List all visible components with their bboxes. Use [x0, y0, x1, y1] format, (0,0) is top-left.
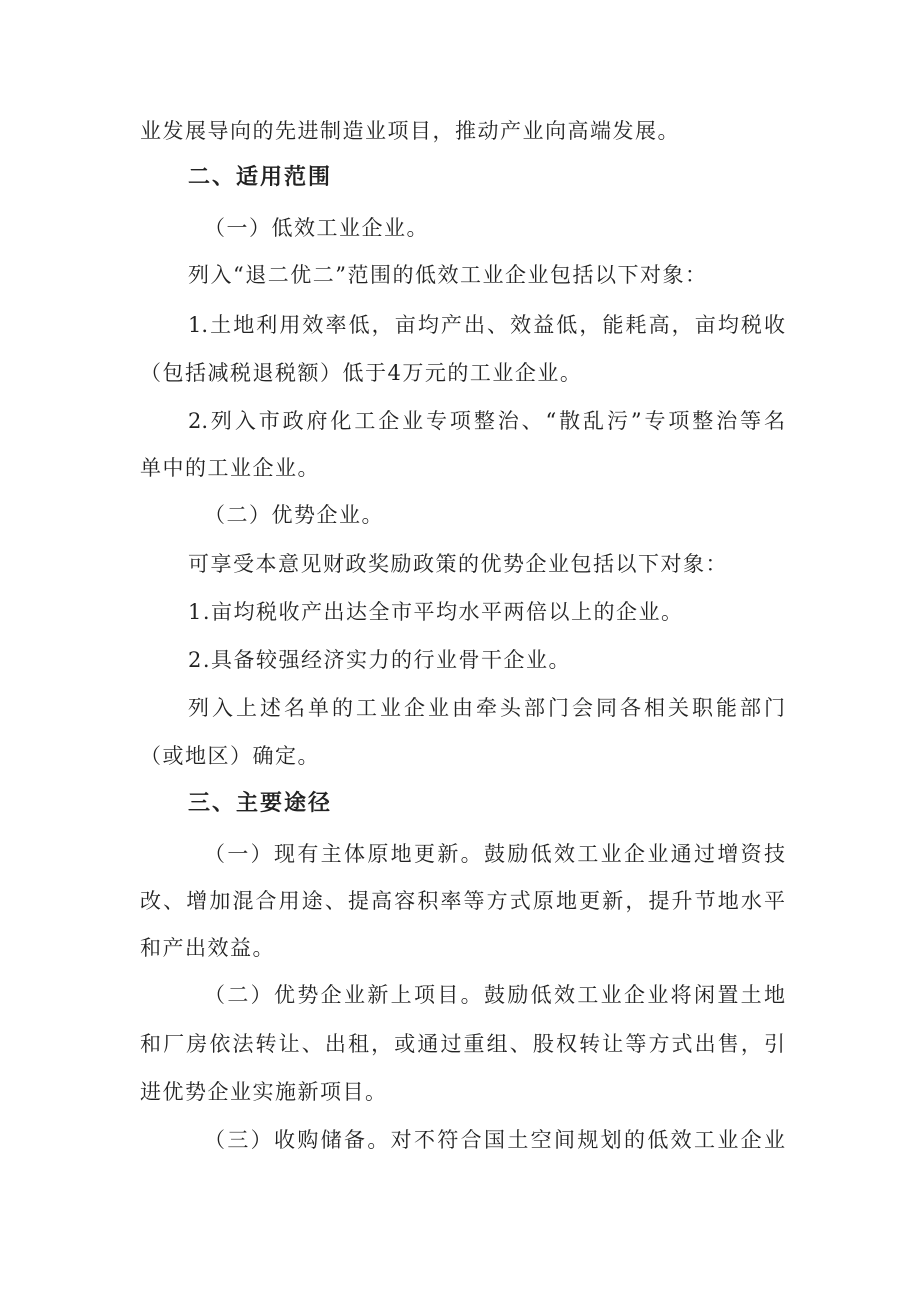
paragraph-line: 列入“退二优二”范围的低效工业企业包括以下对象： [188, 263, 708, 287]
paragraph-line: 列入上述名单的工业企业由牵头部门会同各相关职能部门 [188, 696, 785, 720]
section-heading: 三、主要途径 [188, 791, 333, 816]
paragraph-line: （三）收购储备。对不符合国土空间规划的低效工业企业 [204, 1128, 785, 1152]
paragraph-line: 业发展导向的先进制造业项目，推动产业向高端发展。 [140, 119, 680, 143]
paragraph-line: （或地区）确定。 [140, 744, 320, 768]
paragraph-line: （二）优势企业新上项目。鼓励低效工业企业将闲置土地 [204, 983, 785, 1007]
subsection-heading: （二）优势企业。 [204, 503, 384, 527]
paragraph-line: 改、增加混合用途、提高容积率等方式原地更新，提升节地水平 [140, 889, 785, 913]
paragraph-line: 和厂房依法转让、出租，或通过重组、股权转让等方式出售，引 [140, 1032, 785, 1056]
paragraph-line: 单中的工业企业。 [140, 456, 320, 480]
list-item: 2.具备较强经济实力的行业骨干企业。 [188, 648, 572, 672]
section-heading: 二、适用范围 [188, 165, 333, 190]
paragraph-line: 1.土地利用效率低，亩均产出、效益低，能耗高，亩均税收 [188, 313, 785, 337]
paragraph-line: 和产出效益。 [140, 936, 275, 960]
paragraph-line: （包括减税退税额）低于4万元的工业企业。 [140, 361, 583, 385]
paragraph-line: 进优势企业实施新项目。 [140, 1080, 388, 1104]
paragraph-line: 2.列入市政府化工企业专项整治、“散乱污”专项整治等名 [188, 409, 785, 433]
subsection-heading: （一）低效工业企业。 [204, 216, 429, 240]
paragraph-line: （一）现有主体原地更新。鼓励低效工业企业通过增资技 [204, 842, 785, 866]
paragraph-line: 可享受本意见财政奖励政策的优势企业包括以下对象： [188, 552, 728, 576]
list-item: 1.亩均税收产出达全市平均水平两倍以上的企业。 [188, 600, 684, 624]
